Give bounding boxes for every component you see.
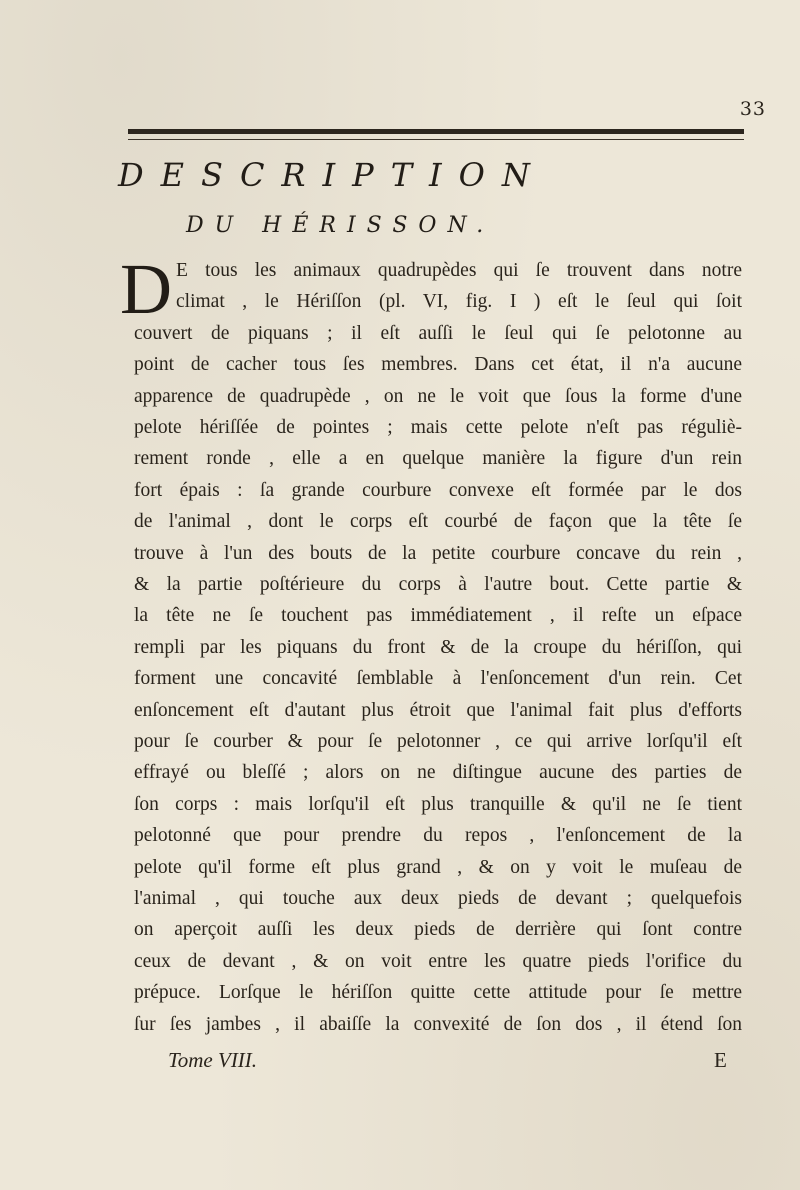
page-title: DESCRIPTION — [118, 156, 547, 194]
signature-mark: E — [714, 1048, 727, 1072]
text-line: la tête ne ſe touchent pas immédiatement , il reſte un eſpace — [134, 605, 742, 627]
text-line: effrayé ou bleſſé ; alors on ne diſtingue aucune des parties de — [134, 762, 742, 784]
text-line: & la partie poſtérieure du corps à l'autre bout. Cette partie & — [134, 574, 742, 595]
drop-cap: D — [120, 249, 172, 329]
text-line: point de cacher tous ſes membres. Dans cet état, il n'a aucune — [134, 354, 742, 376]
text-line: pelotonné que pour prendre du repos , l'enſoncement de la — [134, 825, 742, 847]
text-line: prépuce. Lorſque le hériſſon quitte cette attitude pour ſe mettre — [134, 982, 742, 1004]
volume-signature: Tome VIII. — [168, 1048, 258, 1072]
text-line: on aperçoit auſſi les deux pieds de derrière qui ſont contre — [134, 919, 742, 941]
page-number: 33 — [739, 98, 766, 120]
text-line: pelote qu'il forme eſt plus grand , & on y voit le muſeau de — [134, 856, 742, 878]
text-line: enſoncement eſt d'autant plus étroit que l'animal fait plus d'efforts — [134, 699, 742, 721]
text-line: pour ſe courber & pour ſe pelotonner , ce qui arrive lorſqu'il eſt — [134, 731, 742, 752]
text-line: pelote hériſſée de pointes ; mais cette pelote n'eſt pas réguliè- — [134, 417, 742, 438]
text-line: apparence de quadrupède , on ne le voit que ſous la forme d'une — [134, 385, 742, 407]
text-line: climat , le Hériſſon (pl. VI, fig. I ) eſt le ſeul qui ſoit — [176, 291, 742, 313]
text-line: fort épais : ſa grande courbure convexe eſt formée par le dos — [134, 479, 742, 501]
text-line: trouve à l'un des bouts de la petite courbure concave du rein , — [134, 542, 742, 564]
text-line: rement ronde , elle a en quelque manière la figure d'un rein — [134, 448, 742, 470]
page-subtitle: DU HÉRISSON. — [186, 213, 495, 238]
text-line: de l'animal , dont le corps eſt courbé de façon que la tête ſe — [134, 511, 742, 533]
text-line: rempli par les piquans du front & de la croupe du hériſſon, qui — [134, 636, 742, 658]
text-line: forment une concavité ſemblable à l'enſoncement d'un rein. Cet — [134, 668, 742, 690]
text-line: l'animal , qui touche aux deux pieds de devant ; quelquefois — [134, 888, 742, 909]
text-line: ſon corps : mais lorſqu'il eſt plus tranquille & qu'il ne ſe tient — [134, 793, 742, 815]
header-rule-thin — [128, 139, 744, 140]
header-rule-thick — [128, 129, 744, 134]
text-line: ſur ſes jambes , il abaiſſe la convexité de ſon dos , il étend ſon — [134, 1013, 742, 1035]
text-line: E tous les animaux quadrupèdes qui ſe trouvent dans notre — [176, 260, 742, 281]
text-line: couvert de piquans ; il eſt auſſi le ſeul qui ſe pelotonne au — [134, 322, 742, 344]
text-line: ceux de devant , & on voit entre les quatre pieds l'orifice du — [134, 950, 742, 972]
